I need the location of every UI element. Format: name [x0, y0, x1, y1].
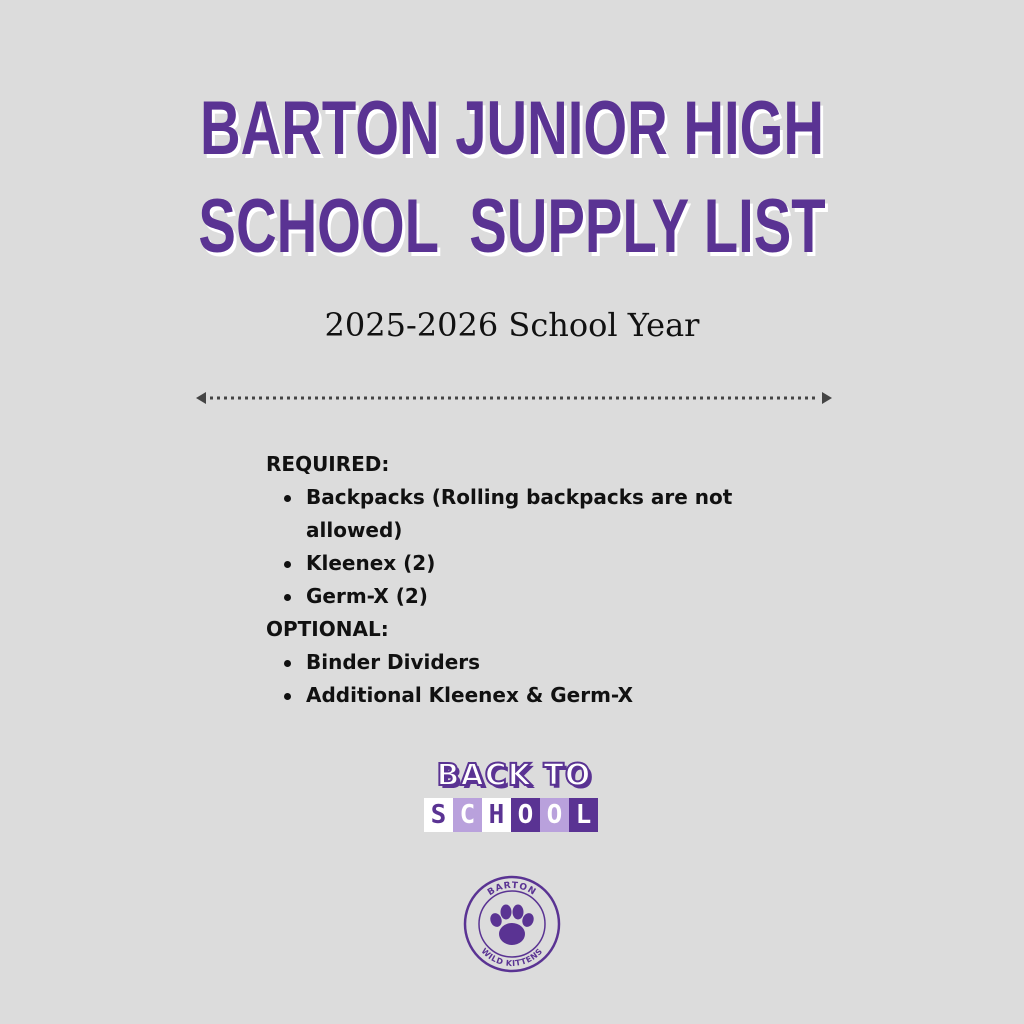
required-list — [266, 481, 826, 613]
supply-list — [266, 448, 826, 712]
optional-label: OPTIONAL: — [266, 617, 389, 641]
logo-bottom-text: WILD KITTENS — [479, 946, 545, 969]
list-item: Additional Kleenex & Germ-X — [306, 679, 826, 712]
title-line-1: BARTON JUNIOR HIGH — [200, 86, 824, 171]
list-item: Kleenex (2) — [306, 547, 826, 580]
letter-tile: O — [540, 798, 569, 832]
required-label: REQUIRED: — [266, 452, 390, 476]
letter-tile: C — [453, 798, 482, 832]
letter-tile: L — [569, 798, 598, 832]
letter-tile: H — [482, 798, 511, 832]
left-arrowhead-icon — [196, 392, 206, 404]
list-item: Binder Dividers — [306, 646, 826, 679]
dotted-arrow-divider — [196, 390, 832, 406]
list-item: Germ-X (2) — [306, 580, 826, 613]
school-letter-tiles — [424, 798, 598, 834]
school-year-subtitle: 2025-2026 School Year — [324, 306, 700, 344]
back-to-school-graphic — [420, 756, 604, 836]
letter-tile: S — [424, 798, 453, 832]
optional-list — [266, 646, 826, 712]
title-line-2: SCHOOL SUPPLY LIST — [198, 184, 826, 269]
paw-print-icon — [488, 905, 535, 946]
barton-wild-kittens-logo — [462, 874, 562, 974]
svg-text:BARTON — [486, 881, 538, 898]
logo-top-text: BARTON — [486, 880, 538, 899]
list-item: Backpacks (Rolling backpacks are not allowed) — [306, 481, 826, 547]
right-arrowhead-icon — [822, 392, 832, 404]
letter-tile: O — [511, 798, 540, 832]
page-title — [133, 80, 891, 276]
back-to-text: BACK TO — [436, 758, 592, 793]
